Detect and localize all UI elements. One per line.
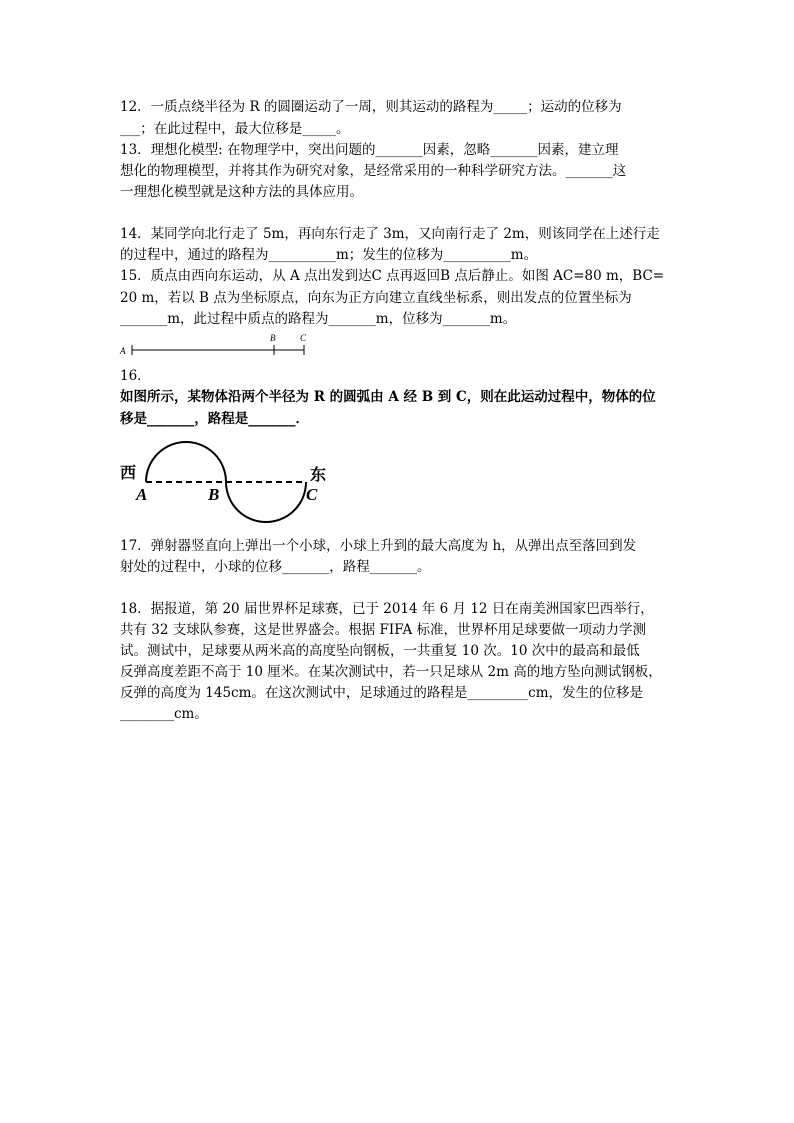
q12-line-1: 12．一质点绕半径为 R 的圆圈运动了一周，则其运动的路程为_____；运动的位移为 — [120, 99, 622, 115]
q18-line-1: 18．据报道，第 20 届世界杯足球赛，已于 2014 年 6 月 12 日在南美洲国家巴西举行， — [120, 601, 654, 617]
q18-line-5: 反弹的高度为 145cm。在这次测试中，足球通过的路程是_________cm，发生的位移是 — [120, 685, 644, 701]
q16-lower-arc — [226, 482, 306, 522]
q18-line-3: 试。测试中，足球要从两米高的高度坠向钢板，一共重复 10 次。10 次中的最高和最低 — [120, 643, 640, 659]
q16-label-b: B — [208, 485, 220, 504]
q13-line-2: 想化的物理模型，并将其作为研究对象，是经常采用的一种科学研究方法。_______这 — [120, 163, 627, 179]
q15-line-1: 15．质点由西向东运动，从 A 点出发到达C 点再返回B 点后静止。如图 AC=80 m，BC= — [120, 268, 665, 284]
q15-label-c: C — [300, 333, 307, 343]
q13-line-3: 一理想化模型就是这种方法的具体应用。 — [120, 184, 363, 200]
q16-upper-arc — [146, 442, 226, 482]
q16-label-west: 西 — [120, 463, 137, 482]
q18-line-6: ________cm。 — [120, 706, 208, 722]
q16-label-c: C — [306, 485, 318, 504]
q13-line-1: 13．理想化模型: 在物理学中，突出问题的_______因素，忽略_______因素，建立理 — [120, 142, 619, 158]
q16-label-a: A — [136, 485, 148, 504]
q17-line-1: 17．弹射器竖直向上弹出一个小球，小球上升到的最大高度为 h，从弹出点至落回到发 — [120, 538, 637, 554]
q15-line-figure — [118, 330, 318, 360]
q15-label-b: B — [270, 333, 276, 343]
q16-label-east: 东 — [310, 465, 327, 484]
q15-line-3: _______m，此过程中质点的路程为_______m，位移为_______m。 — [120, 311, 517, 327]
q15-line-2: 20 m，若以 B 点为坐标原点，向东为正方向建立直线坐标系，则出发点的位置坐标为 — [120, 290, 632, 306]
q15-label-a: A — [120, 346, 126, 356]
q12-line-2: ___；在此过程中，最大位移是_____。 — [120, 121, 350, 137]
q16-line-1: 如图所示，某物体沿两个半径为 R 的圆弧由 A 经 B 到 C，则在此运动过程中，物体的位 — [120, 389, 656, 405]
q16-arc-figure — [116, 438, 336, 530]
q17-line-2: 射处的过程中，小球的位移_______，路程_______。 — [120, 559, 431, 575]
q18-line-2: 共有 32 支球队参赛，这是世界盛会。根据 FIFA 标准，世界杯用足球要做一项动力学测 — [120, 622, 646, 638]
q16-number: 16． — [120, 368, 151, 384]
q14-line-2: 的过程中，通过的路程为__________m；发生的位移为__________m。 — [120, 247, 538, 263]
q16-line-2: 移是_______，路程是_______． — [120, 411, 309, 427]
q14-line-1: 14．某同学向北行走了 5m，再向东行走了 3m，又向南行走了 2m，则该同学在上述行走 — [120, 226, 660, 242]
q18-line-4: 反弹高度差距不高于 10 厘米。在某次测试中，若一只足球从 2m 高的地方坠向测试钢板， — [120, 664, 662, 680]
